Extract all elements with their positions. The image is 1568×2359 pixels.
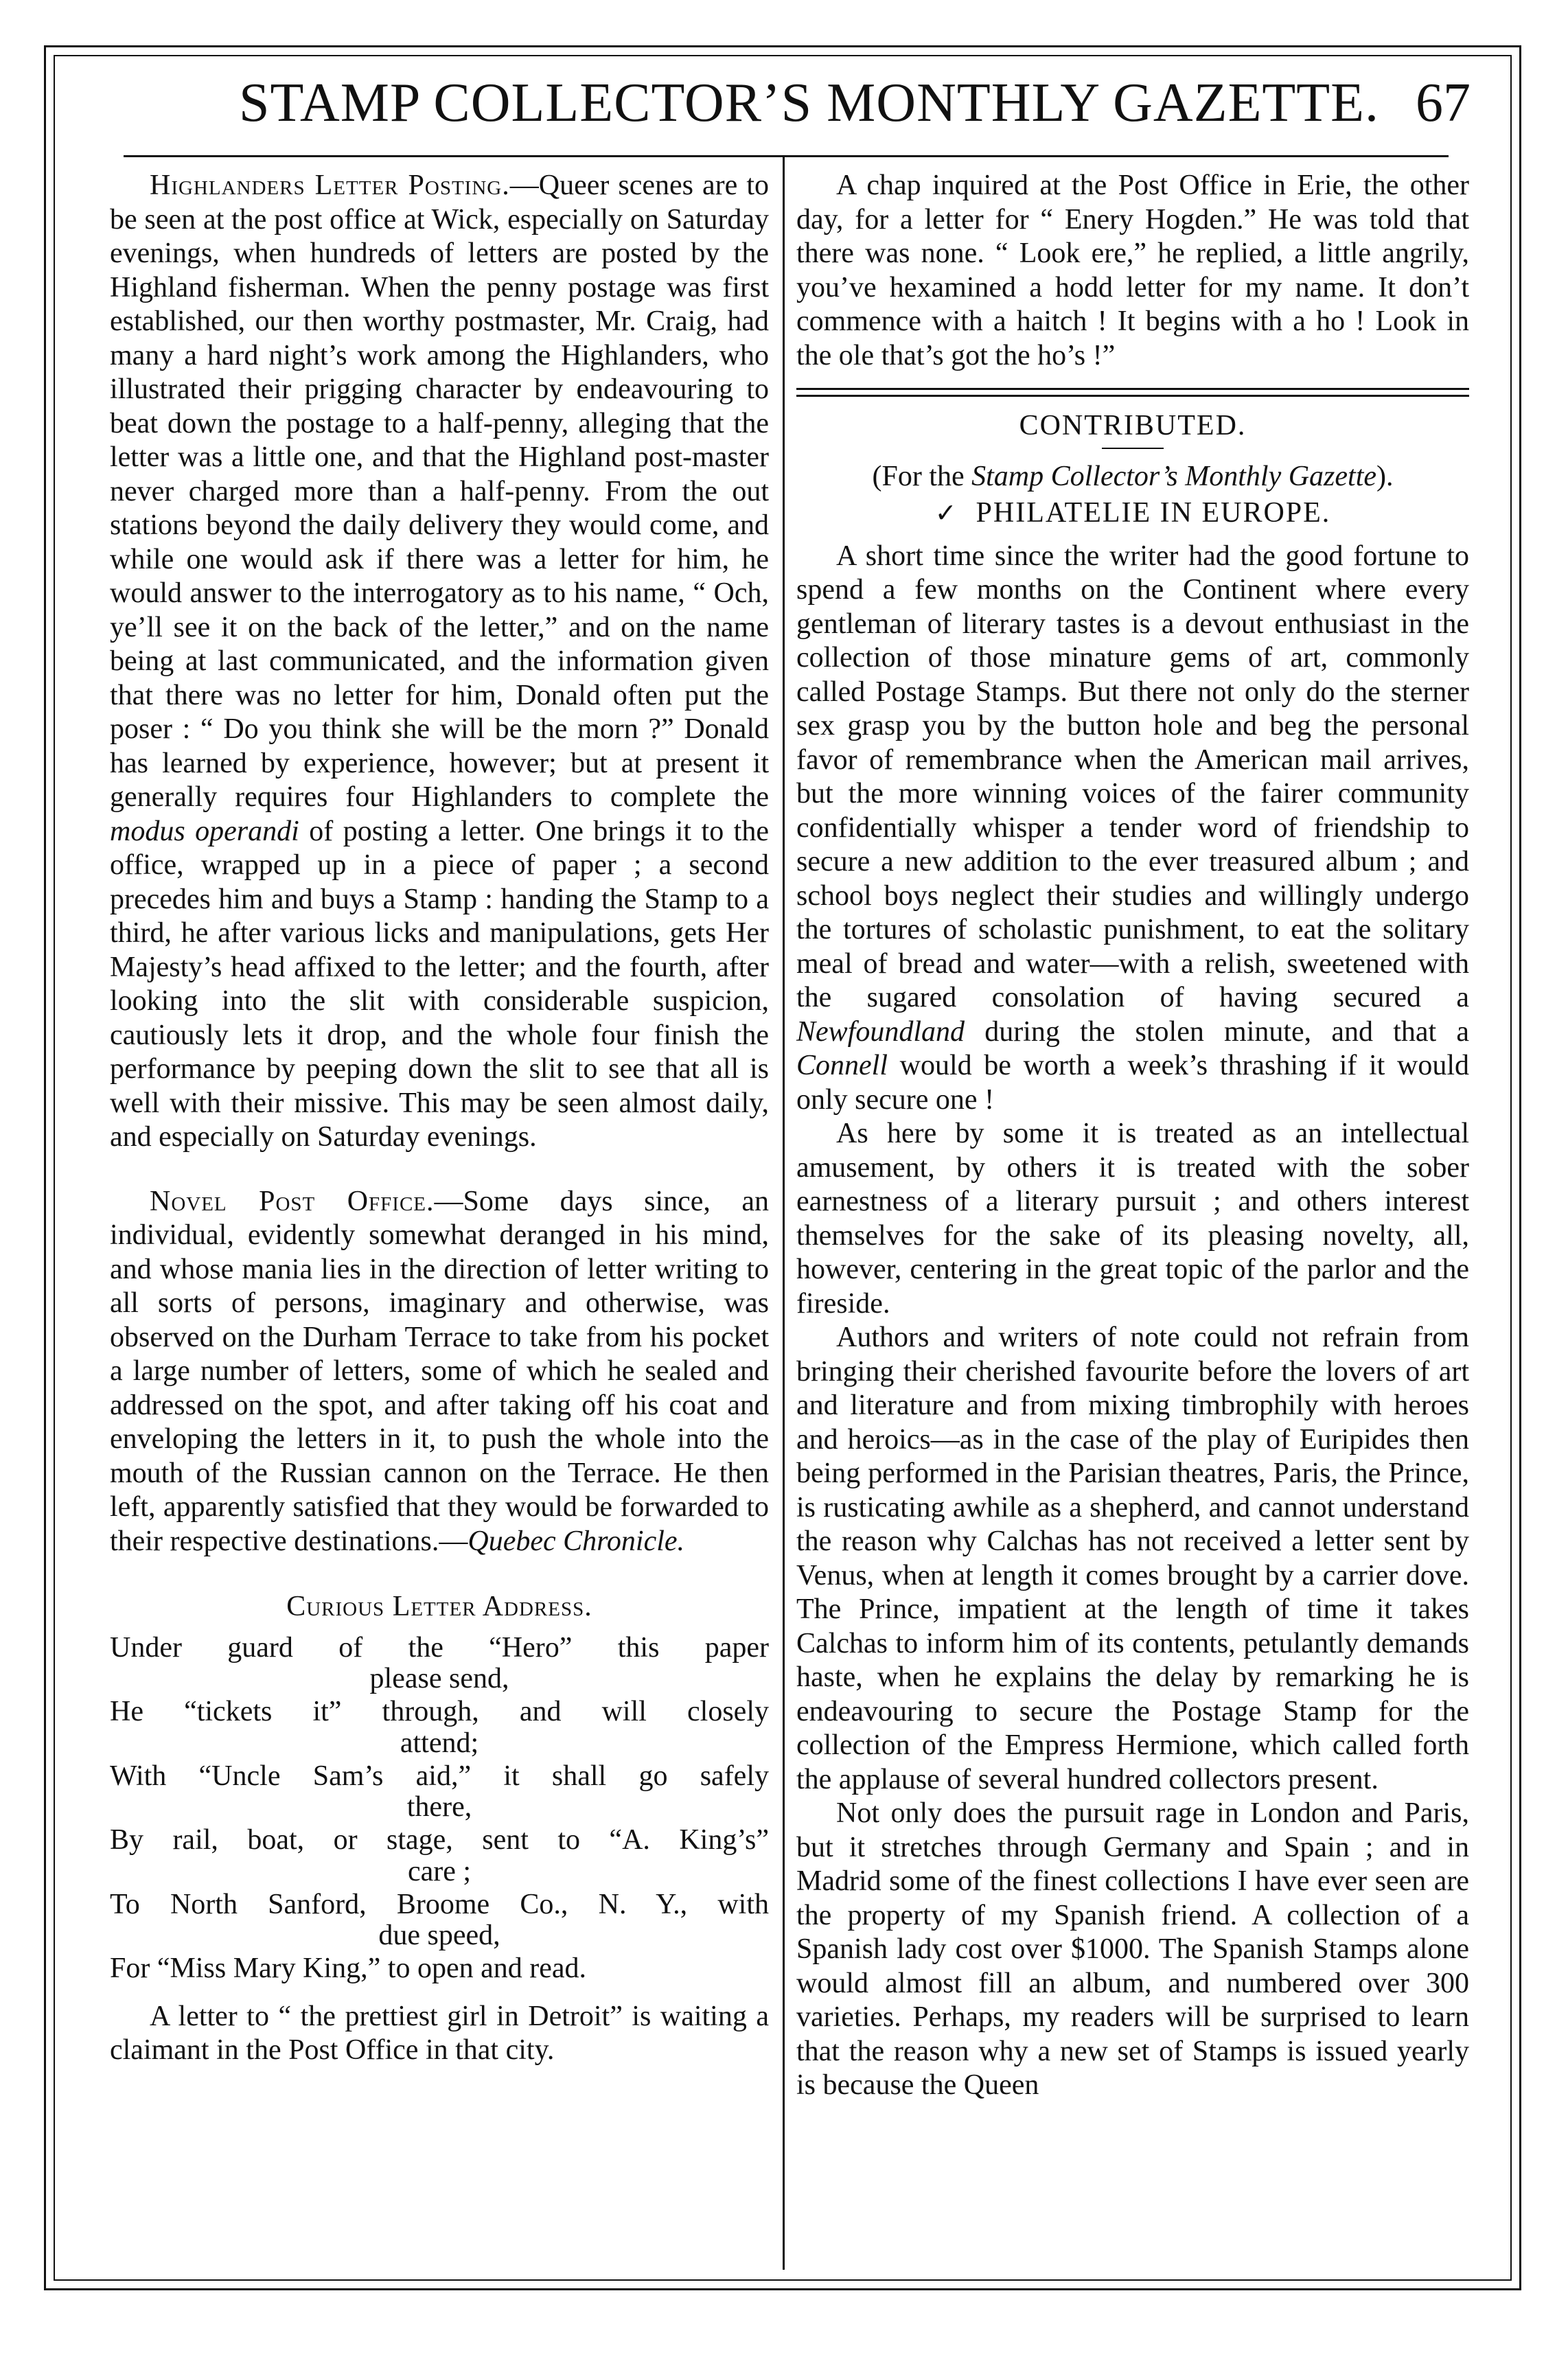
spacer [110,1155,769,1185]
highlanders-text-b: of posting a letter. One brings it to the office, wrapped up in a piece of paper ; a second precedes him and buys a Stamp : handing the Stamp to a third, he after various licks and manipulations, gets Her Majesty’s head affixed to the letter; and the fourth, after looking into the slit with considerable suspicion, cautiously lets it drop, and the whole four finish the performance by peeping down the slit to see that all is well with their missive. This may be seen almost daily, and especially on Saturday evenings. [110,815,769,1153]
article-title-text: PHILATELIE IN EUROPE. [976,497,1331,529]
highlanders-text-a: —Queer scenes are to be seen at the post office at Wick, especially on Saturday evenings, when hundreds of letters are posted by the Highland fisherman. When the penny postage was first established, our then worthy postmaster, Mr. Craig, had many a hard night’s work among the Highlanders, who illustrated their prigging character by endeavouring to beat down the postage to a half-penny, alleging that the letter was a little one, and that the Highland post-master never charged more than a half-penny. From the out stations beyond the daily delivery they would come, and while one would ask if there was a letter for him, he would answer to the interrogatory as to his name, “ Och, ye’ll see it on the back of the letter,” and on the name being at last communicated, and the information given that there was no letter for him, Donald often put the poser : “ Do you think she will be the morn ?” Donald has learned by experience, however; but at present it generally requires four Highlanders to complete the [110,170,770,813]
poem-line: For “Miss Mary King,” to open and read. [110,1953,587,1984]
curious-letter-poem [110,1631,769,1986]
highlanders-article [110,169,769,1155]
novel-heading: Novel Post Office. [150,1185,435,1217]
curious-letter-heading: Curious Letter Address. [286,1591,592,1622]
poem-line: Under guard of the “Hero” this paper please send, [110,1631,769,1694]
spacer [110,1989,769,2000]
contributed-heading: CONTRIBUTED. [1019,410,1247,441]
philatelie-paragraph-1: A short time since the writer had the good fortune to spend a few months on the Continent where every gentleman of literary tastes is a devout enthusiast in the collection of those minature gems of art, commonly called Postage Stamps. But there not only do the sterner sex grasp you by the button hole and beg the personal favor of remembrance when the American mail arrives, but the more winning voices of the fairer community confidentially whisper a tender word of friendship to secure a new addition to the ever treasured album ; and school boys neglect their studies and willingly undergo the tortures of scholastic punishment, to eat the solitary meal of bread and water—with a relish, sweetened with the sugared consolation of having secured a Newfoundland during the stolen minute, and that a Connell would be worth a week’s thrashing if it would only secure one ! [796,540,1469,1116]
check-mark-icon: ✓ [934,499,958,528]
publication-title: STAMP COLLECTOR’S MONTHLY GAZETTE. [239,73,1380,133]
short-rule [1102,448,1164,449]
poem-line: By rail, boat, or stage, sent to “A. King’s” care ; [110,1824,769,1887]
philatelie-paragraph-3: Authors and writers of note could not refrain from bringing their cherished favourite before the lovers of art and literature and from mixing timbrophily with heroes and heroics—as in the case of the play of Euripides then being performed in the Parisian theatres, Paris, the Prince, is rusticating awhile as a shepherd, and cannot understand the reason why Calchas has not received a letter sent by Venus, when at length it comes brought by a carrier dove. The Prince, impatient at the length of time it takes Calchas to inform him of its contents, petulantly demands haste, when he explains the delay by remarking he is endeavouring to secure the Postage Stamp for the collection of the Empress Hermione, which called forth the applause of several hundred collectors present. [796,1322,1469,1795]
page-number: 67 [1416,73,1471,133]
column-divider [783,155,785,2270]
poem-line: To North Sanford, Broome Co., N. Y., with due speed, [110,1888,769,1951]
masthead [54,66,1512,148]
poem-line: He “tickets it” through, and will closely attend; [110,1696,769,1759]
right-column [796,169,1469,2103]
poem-line: With “Uncle Sam’s aid,” it shall go safely there, [110,1760,769,1823]
novel-text: —Some days since, an individual, evidently somewhat deranged in his mind, and whose mania lies in the direction of letter writing to all sorts of persons, imaginary and otherwise, was observed on the Durham Terrace to take from his pocket a large number of letters, some of which he sealed and addressed on the spot, and after taking off his coat and enveloping the letters in it, to push the whole into the mouth of the Russian cannon on the Terrace. He then left, apparently satisfied that they would be forwarded to their respective destinations.— [110,1185,770,1557]
left-column [110,169,769,2068]
novel-post-office-article [110,1185,769,1559]
attribution-line: (For the Stamp Collector’s Monthly Gazette). [872,460,1394,492]
erie-anecdote: A chap inquired at the Post Office in Erie, the other day, for a letter for “ Enery Hogden.” He was told that there was none. “ Look ere,” he replied, a little angrily, you’ve hexamined a hodd letter for my name. It don’t commence with a haitch ! It begins with a ho ! Look in the ole that’s got the ho’s !” [796,170,1469,371]
article-title [796,496,1469,531]
header-rule [124,155,1449,157]
detroit-note: A letter to “ the prettiest girl in Detroit” is waiting a claimant in the Post Office in that city. [110,2000,769,2066]
highlanders-heading: Highlanders Letter Posting. [150,170,510,201]
philatelie-paragraph-2: As here by some it is treated as an intellectual amusement, by others it is treated with the sober earnestness of a literary pursuit ; and others interest themselves for the sake of its pleasing novelty, all, however, centering in the great topic of the parlor and the fireside. [796,1118,1469,1320]
newfoundland-italic: Newfoundland [796,1015,965,1048]
double-rule [796,388,1469,397]
novel-source: Quebec Chronicle. [468,1525,685,1557]
highlanders-italic: modus operandi [110,815,299,847]
gazette-name: Stamp Collector’s Monthly Gazette [971,460,1377,492]
connell-italic: Connell [796,1050,888,1081]
philatelie-paragraph-4: Not only does the pursuit rage in London and Paris, but it stretches through Germany and Spain ; and in Madrid some of the finest collections I have ever seen are the property of my Spanish friend. A collection of a Spanish lady cost over $1000. The Spanish Stamps alone would almost fill an album, and numbered over 300 varieties. Perhaps, my readers will be surprised to learn that the reason why a new set of Stamps is issued yearly is because the Queen [796,1797,1469,2101]
